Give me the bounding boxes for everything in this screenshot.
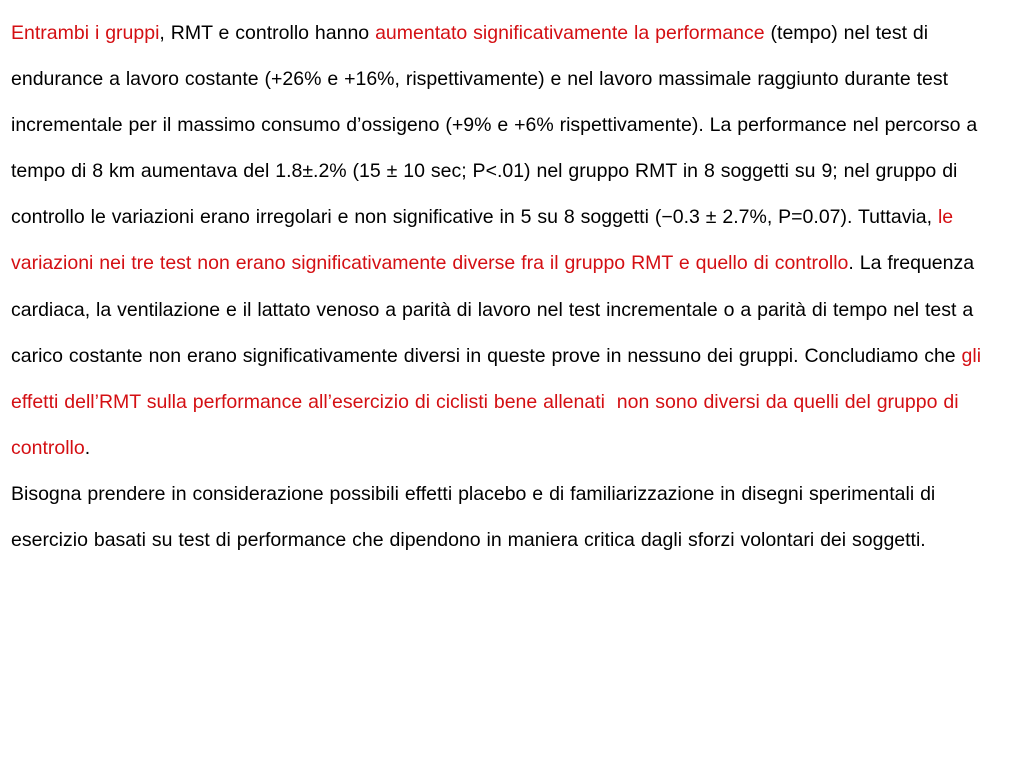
- text-span: (tempo) nel test di endurance a lavoro costante (+26% e +16%, rispettivamente) e nel lavoro massimale raggiunto durante test incrementale per il massimo consumo d’ossigeno (+9% e +6% rispettivamente). La performance nel percorso a tempo di 8 km aumentava del 1.8±.2% (15 ± 10 sec; P<.01) nel gruppo RMT in 8 soggetti su 9; nel gruppo di controllo le variazioni erano irregolari e non significative in 5 su 8 soggetti (−0.3 ± 2.7%, P=0.07). Tuttavia,: [11, 22, 984, 229]
- text-span: gli effetti dell’RMT sulla performance all’esercizio di ciclisti bene allenati non sono diversi da quelli del gruppo di controllo: [11, 344, 987, 459]
- text-span: le variazioni nei tre test non erano significativamente diverse fra il gruppo RMT e quello di controllo: [11, 206, 960, 275]
- text-span: aumentato significativamente la performance: [375, 22, 765, 44]
- slide-text-body: [11, 10, 1015, 563]
- text-span: Entrambi i gruppi: [11, 22, 160, 44]
- text-span: . La frequenza cardiaca, la ventilazione e il lattato venoso a parità di lavoro nel test incrementale o a parità di tempo nel test a carico costante non erano significativamente diversi in queste prove in nessuno dei gruppi. Concludiamo che: [11, 252, 981, 367]
- paragraph-considerations: [11, 471, 1015, 563]
- text-span: .: [84, 436, 91, 459]
- paragraph-results: [11, 10, 1015, 471]
- text-span: , RMT e controllo hanno: [159, 22, 376, 44]
- text-span: Bisogna prendere in considerazione possibili effetti placebo e di familiarizzazione in disegni sperimentali di esercizio basati su test di performance che dipendono in maniera critica dagli sforzi volontari dei soggetti.: [11, 482, 942, 552]
